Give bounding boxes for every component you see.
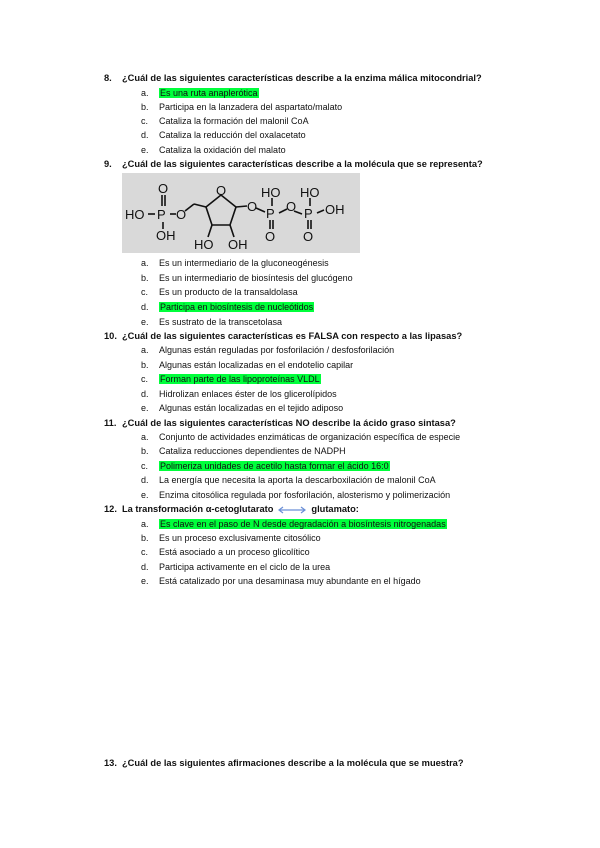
option-11e[interactable] xyxy=(141,490,450,500)
option-12d[interactable] xyxy=(141,562,330,572)
option-10c[interactable] xyxy=(141,374,321,384)
atom-label: HO xyxy=(261,185,281,200)
question-11 xyxy=(104,418,456,428)
atom-label: O xyxy=(286,199,297,214)
option-text: Algunas están localizadas en el tejido adiposo xyxy=(159,403,344,413)
option-letter: c. xyxy=(141,116,149,126)
option-letter: d. xyxy=(141,475,149,485)
option-text-correct: Participa en biosíntesis de nucleótidos xyxy=(160,302,314,312)
option-10e[interactable] xyxy=(141,403,343,413)
option-11b[interactable] xyxy=(141,446,346,456)
option-9a[interactable] xyxy=(141,258,329,268)
atom-label: P xyxy=(304,206,313,221)
option-text: Cataliza la reducción del oxalacetato xyxy=(159,130,306,140)
option-8a[interactable] xyxy=(141,88,259,98)
option-text: Es un intermediario de la gluconeogénesis xyxy=(159,258,329,268)
question-9 xyxy=(104,159,483,169)
question-text: ¿Cuál de las siguientes características describe a la enzima málica mitocondrial? xyxy=(122,73,482,83)
question-number: 10. xyxy=(104,331,117,341)
option-text-correct: Es una ruta anaplerótica xyxy=(160,88,258,98)
atom-label: O xyxy=(247,199,258,214)
question-text: ¿Cuál de las siguientes características NO describe la ácido graso sintasa? xyxy=(122,418,456,428)
option-text: Es sustrato de la transcetolasa xyxy=(159,317,283,327)
option-text: Está asociado a un proceso glicolítico xyxy=(159,547,310,557)
option-letter: a. xyxy=(141,432,149,442)
option-text: Hidrolizan enlaces éster de los glicerolípidos xyxy=(159,389,337,399)
option-text: Es un producto de la transaldolasa xyxy=(159,287,298,297)
option-11a[interactable] xyxy=(141,432,460,442)
atom-label: P xyxy=(157,207,166,222)
option-text-correct: Polimeriza unidades de acetilo hasta formar el ácido 16:0 xyxy=(160,461,389,471)
option-9c[interactable] xyxy=(141,287,298,297)
option-text: Conjunto de actividades enzimáticas de organización específica de especie xyxy=(159,432,461,442)
option-letter: e. xyxy=(141,576,149,586)
option-letter: c. xyxy=(141,547,149,557)
option-letter: d. xyxy=(141,302,149,312)
option-8d[interactable] xyxy=(141,130,306,140)
option-9d[interactable] xyxy=(141,302,314,312)
option-letter: e. xyxy=(141,317,149,327)
option-8b[interactable] xyxy=(141,102,342,112)
question-text: La transformación α-cetoglutarato xyxy=(122,504,274,514)
option-12c[interactable] xyxy=(141,547,310,557)
question-number: 8. xyxy=(104,73,112,83)
molecule-structure xyxy=(122,173,360,253)
option-letter: b. xyxy=(141,360,149,370)
option-10b[interactable] xyxy=(141,360,353,370)
question-text: ¿Cuál de las siguientes afirmaciones describe a la molécula que se muestra? xyxy=(122,758,464,768)
option-text: Algunas están localizadas en el endotelio capilar xyxy=(159,360,354,370)
question-number: 12. xyxy=(104,504,117,514)
option-text: La energía que necesita la aporta la descarboxilación de malonil CoA xyxy=(159,475,436,485)
atom-label: O xyxy=(303,229,314,244)
option-11d[interactable] xyxy=(141,475,436,485)
molecule-figure xyxy=(122,173,360,253)
option-letter: b. xyxy=(141,533,149,543)
question-number: 9. xyxy=(104,159,112,169)
double-arrow-icon xyxy=(277,506,307,514)
atom-label: OH xyxy=(156,228,176,243)
atom-label: OH xyxy=(325,202,345,217)
question-8 xyxy=(104,73,482,83)
option-letter: a. xyxy=(141,88,149,98)
atom-label: O xyxy=(176,207,187,222)
atom-label: O xyxy=(216,183,227,198)
option-12a[interactable] xyxy=(141,519,447,529)
option-letter: e. xyxy=(141,145,149,155)
option-letter: e. xyxy=(141,403,149,413)
question-text: ¿Cuál de las siguientes características describe a la molécula que se representa? xyxy=(122,159,483,169)
option-text: Cataliza reducciones dependientes de NADPH xyxy=(159,446,346,456)
option-10a[interactable] xyxy=(141,345,394,355)
question-text-after: glutamato: xyxy=(311,504,359,514)
option-text-correct: Es clave en el paso de N desde degradación a biosíntesis nitrogenadas xyxy=(160,519,446,529)
option-letter: d. xyxy=(141,130,149,140)
option-letter: b. xyxy=(141,446,149,456)
question-text: ¿Cuál de las siguientes características es FALSA con respecto a las lipasas? xyxy=(122,331,463,341)
atom-label: P xyxy=(266,206,275,221)
option-letter: e. xyxy=(141,490,149,500)
atom-label: HO xyxy=(300,185,320,200)
option-letter: d. xyxy=(141,389,149,399)
atom-label: O xyxy=(158,181,169,196)
question-number: 13. xyxy=(104,758,117,768)
option-12e[interactable] xyxy=(141,576,421,586)
question-13 xyxy=(104,758,464,768)
atom-label: OH xyxy=(228,237,248,252)
option-10d[interactable] xyxy=(141,389,337,399)
question-number: 11. xyxy=(104,418,117,428)
option-letter: a. xyxy=(141,345,149,355)
atom-label: O xyxy=(265,229,276,244)
atom-label: HO xyxy=(194,237,214,252)
option-12b[interactable] xyxy=(141,533,321,543)
option-letter: c. xyxy=(141,374,149,384)
option-letter: b. xyxy=(141,102,149,112)
option-text: Es un proceso exclusivamente citosólico xyxy=(159,533,321,543)
option-letter: c. xyxy=(141,287,149,297)
option-letter: c. xyxy=(141,461,149,471)
option-text: Algunas están reguladas por fosforilación / desfosforilación xyxy=(159,345,395,355)
question-12 xyxy=(104,504,359,514)
option-text: Cataliza la formación del malonil CoA xyxy=(159,116,309,126)
option-letter: a. xyxy=(141,519,149,529)
option-9b[interactable] xyxy=(141,273,353,283)
option-text: Enzima citosólica regulada por fosforilación, alosterismo y polimerización xyxy=(159,490,451,500)
option-text-correct: Forman parte de las lipoproteínas VLDL xyxy=(160,374,320,384)
option-8e[interactable] xyxy=(141,145,286,155)
option-letter: d. xyxy=(141,562,149,572)
option-11c[interactable] xyxy=(141,461,390,471)
question-10 xyxy=(104,331,462,341)
option-text: Es un intermediario de biosíntesis del glucógeno xyxy=(159,273,353,283)
atom-label: HO xyxy=(125,207,145,222)
option-8c[interactable] xyxy=(141,116,309,126)
option-letter: a. xyxy=(141,258,149,268)
option-text: Está catalizado por una desaminasa muy abundante en el hígado xyxy=(159,576,421,586)
option-9e[interactable] xyxy=(141,317,282,327)
option-text: Participa activamente en el ciclo de la urea xyxy=(159,562,331,572)
option-text: Participa en la lanzadera del aspartato/malato xyxy=(159,102,343,112)
option-letter: b. xyxy=(141,273,149,283)
option-text: Cataliza la oxidación del malato xyxy=(159,145,286,155)
